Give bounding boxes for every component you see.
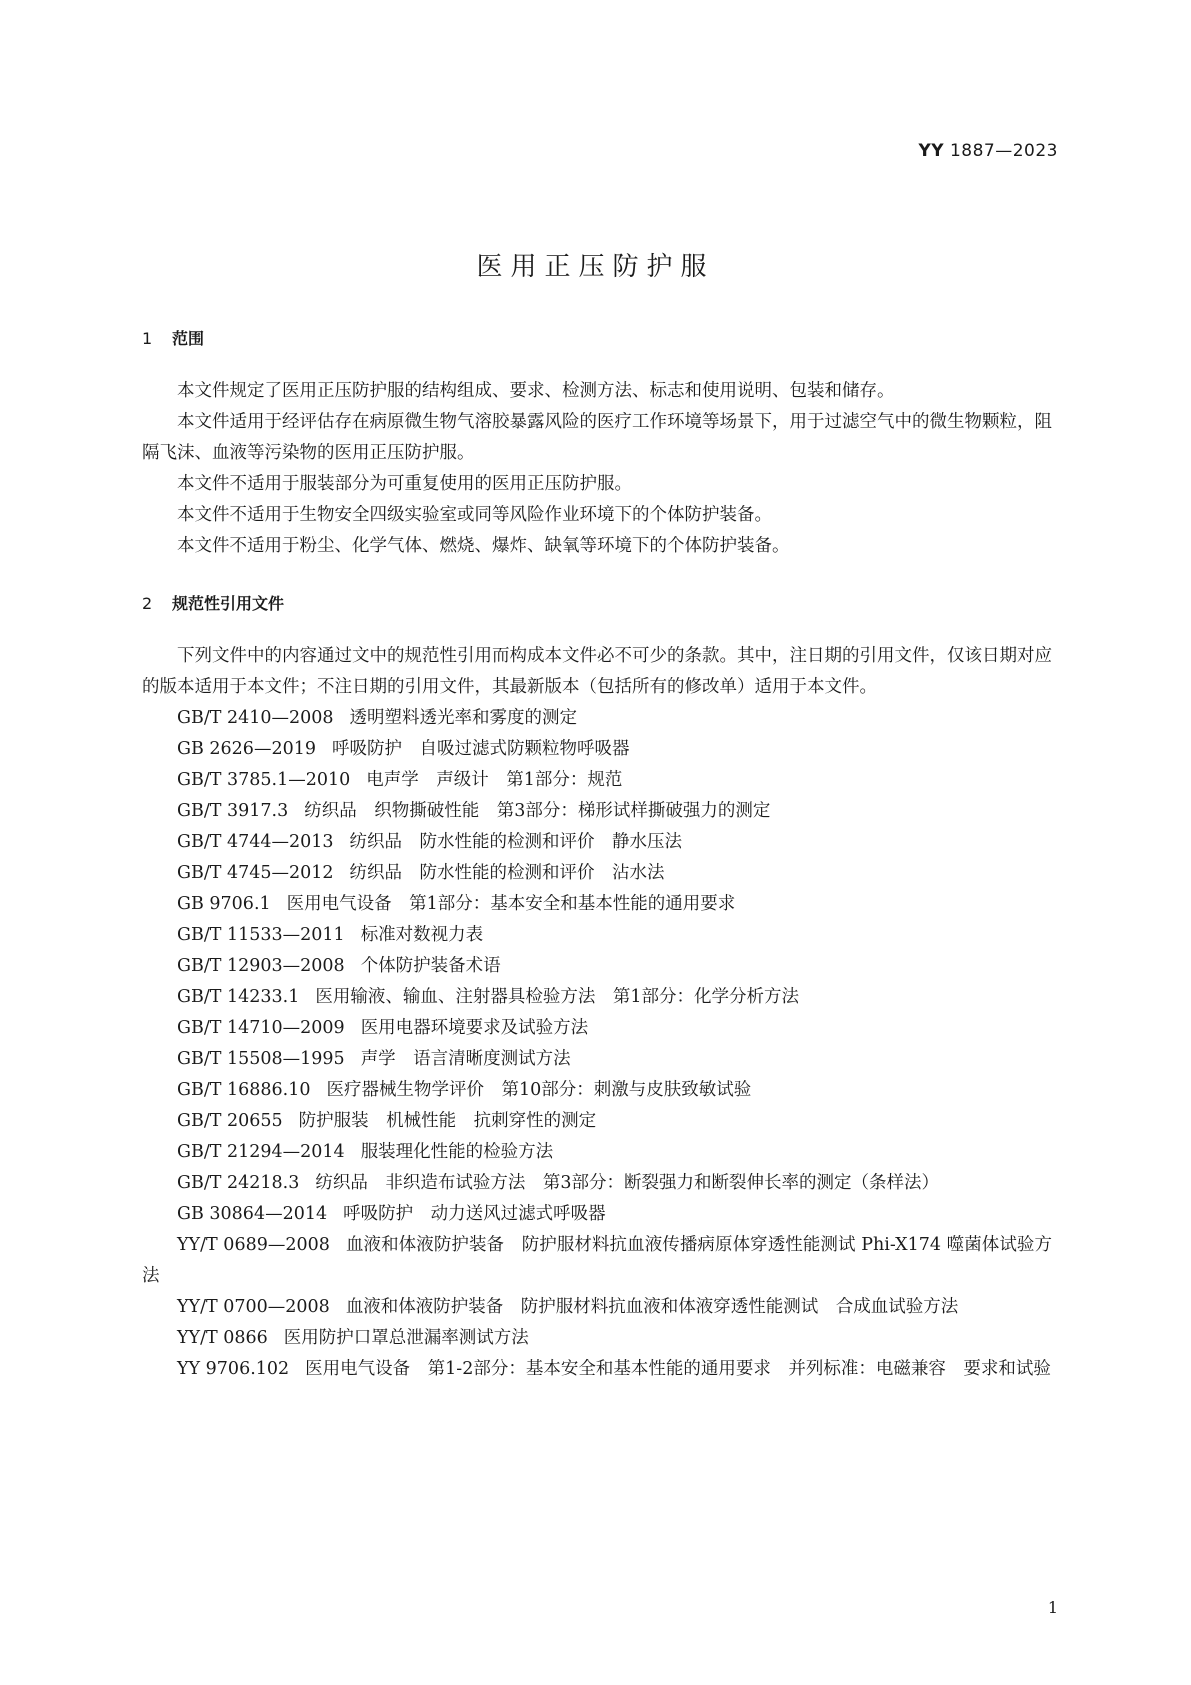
reference-item	[142, 1199, 1052, 1230]
standard-number: 1887—2023	[949, 141, 1058, 161]
reference-title: 纺织品 防水性能的检测和评价 沾水法	[349, 863, 665, 883]
reference-item	[142, 1106, 1052, 1137]
reference-item	[142, 1137, 1052, 1168]
section-1-heading	[142, 326, 204, 349]
reference-title: 医用电器环境要求及试验方法	[360, 1018, 589, 1038]
reference-item	[142, 734, 1052, 765]
section-number: 1	[142, 329, 153, 348]
reference-code: GB/T 24218.3	[177, 1173, 300, 1193]
reference-code: YY/T 0866	[177, 1328, 268, 1348]
reference-code: GB/T 4744—2013	[177, 832, 334, 852]
reference-code: GB/T 3917.3	[177, 801, 289, 821]
page-number: 1	[1047, 1598, 1058, 1617]
reference-code: GB/T 14233.1	[177, 987, 300, 1007]
reference-code: GB/T 12903—2008	[177, 956, 345, 976]
paragraph: 本文件不适用于服装部分为可重复使用的医用正压防护服。	[177, 474, 632, 494]
reference-code: GB/T 4745—2012	[177, 863, 334, 883]
reference-item	[142, 1230, 1052, 1292]
reference-code: YY/T 0700—2008	[177, 1297, 330, 1317]
section-2-body	[142, 641, 1052, 1385]
document-title: 医用正压防护服	[476, 252, 715, 282]
reference-code: GB/T 15508—1995	[177, 1049, 345, 1069]
section-2-heading	[142, 591, 284, 614]
reference-title: 纺织品 防水性能的检测和评价 静水压法	[349, 832, 683, 852]
reference-item	[142, 765, 1052, 796]
reference-item	[142, 920, 1052, 951]
section-number: 2	[142, 594, 153, 613]
reference-item	[142, 889, 1052, 920]
reference-title: 医用输液、输血、注射器具检验方法 第1部分：化学分析方法	[315, 987, 799, 1007]
reference-code: GB/T 21294—2014	[177, 1142, 345, 1162]
standard-prefix: YY	[918, 141, 945, 161]
reference-code: GB/T 14710—2009	[177, 1018, 345, 1038]
reference-title: 声学 语言清晰度测试方法	[360, 1049, 571, 1069]
standard-code	[918, 141, 1058, 161]
reference-title: 医用防护口罩总泄漏率测试方法	[283, 1328, 529, 1348]
section-title: 范围	[172, 329, 205, 348]
reference-title: 标准对数视力表	[360, 925, 484, 945]
reference-title: 纺织品 织物撕破性能 第3部分：梯形试样撕破强力的测定	[304, 801, 771, 821]
reference-code: GB/T 16886.10	[177, 1080, 311, 1100]
reference-item	[142, 951, 1052, 982]
reference-title: 防护服装 机械性能 抗刺穿性的测定	[298, 1111, 597, 1131]
reference-code: GB 9706.1	[177, 894, 271, 914]
reference-code: GB/T 3785.1—2010	[177, 770, 351, 790]
reference-title: 呼吸防护 动力送风过滤式呼吸器	[343, 1204, 606, 1224]
paragraph: 本文件不适用于生物安全四级实验室或同等风险作业环境下的个体防护装备。	[177, 505, 772, 525]
reference-title: 电声学 声级计 第1部分：规范	[366, 770, 623, 790]
paragraph-intro: 下列文件中的内容通过文中的规范性引用而构成本文件必不可少的条款。其中，注日期的引用文件，仅该日期对应的版本适用于本文件；不注日期的引用文件，其最新版本（包括所有的修改单）适用于本文件。	[142, 646, 1052, 697]
reference-title: 呼吸防护 自吸过滤式防颗粒物呼吸器	[331, 739, 630, 759]
reference-code: GB/T 20655	[177, 1111, 283, 1131]
reference-item	[142, 827, 1052, 858]
reference-item	[142, 1323, 1052, 1354]
reference-title: 服装理化性能的检验方法	[360, 1142, 554, 1162]
reference-title: 医用电气设备 第1-2部分：基本安全和基本性能的通用要求 并列标准：电磁兼容 要求和试验	[305, 1359, 1051, 1379]
reference-code: YY 9706.102	[177, 1359, 290, 1379]
reference-item	[142, 1292, 1052, 1323]
reference-title: 纺织品 非织造布试验方法 第3部分：断裂强力和断裂伸长率的测定（条样法）	[315, 1173, 939, 1193]
paragraph: 本文件规定了医用正压防护服的结构组成、要求、检测方法、标志和使用说明、包装和储存。	[177, 381, 895, 401]
reference-code: YY/T 0689—2008	[177, 1235, 330, 1255]
section-title: 规范性引用文件	[172, 594, 285, 613]
reference-item	[142, 982, 1052, 1013]
reference-code: GB/T 11533—2011	[177, 925, 345, 945]
reference-code: GB 2626—2019	[177, 739, 316, 759]
reference-title: 透明塑料透光率和雾度的测定	[349, 708, 578, 728]
reference-title: 个体防护装备术语	[360, 956, 501, 976]
reference-item	[142, 1044, 1052, 1075]
reference-item	[142, 1075, 1052, 1106]
reference-title: 血液和体液防护装备 防护服材料抗血液和体液穿透性能测试 合成血试验方法	[345, 1297, 959, 1317]
reference-title: 医疗器械生物学评价 第10部分：刺激与皮肤致敏试验	[326, 1080, 752, 1100]
reference-title: 血液和体液防护装备 防护服材料抗血液传播病原体穿透性能测试 Phi-X174 噬菌体试验方法	[142, 1235, 1052, 1286]
paragraph: 本文件适用于经评估存在病原微生物气溶胶暴露风险的医疗工作环境等场景下，用于过滤空气中的微生物颗粒，阻隔飞沫、血液等污染物的医用正压防护服。	[142, 412, 1052, 463]
reference-code: GB/T 2410—2008	[177, 708, 334, 728]
reference-item	[142, 1354, 1052, 1385]
reference-item	[142, 858, 1052, 889]
paragraph: 本文件不适用于粉尘、化学气体、燃烧、爆炸、缺氧等环境下的个体防护装备。	[177, 536, 790, 556]
reference-code: GB 30864—2014	[177, 1204, 328, 1224]
reference-title: 医用电气设备 第1部分：基本安全和基本性能的通用要求	[286, 894, 736, 914]
reference-item	[142, 796, 1052, 827]
reference-item	[142, 703, 1052, 734]
reference-item	[142, 1013, 1052, 1044]
reference-item	[142, 1168, 1052, 1199]
section-1-body	[142, 376, 1052, 562]
